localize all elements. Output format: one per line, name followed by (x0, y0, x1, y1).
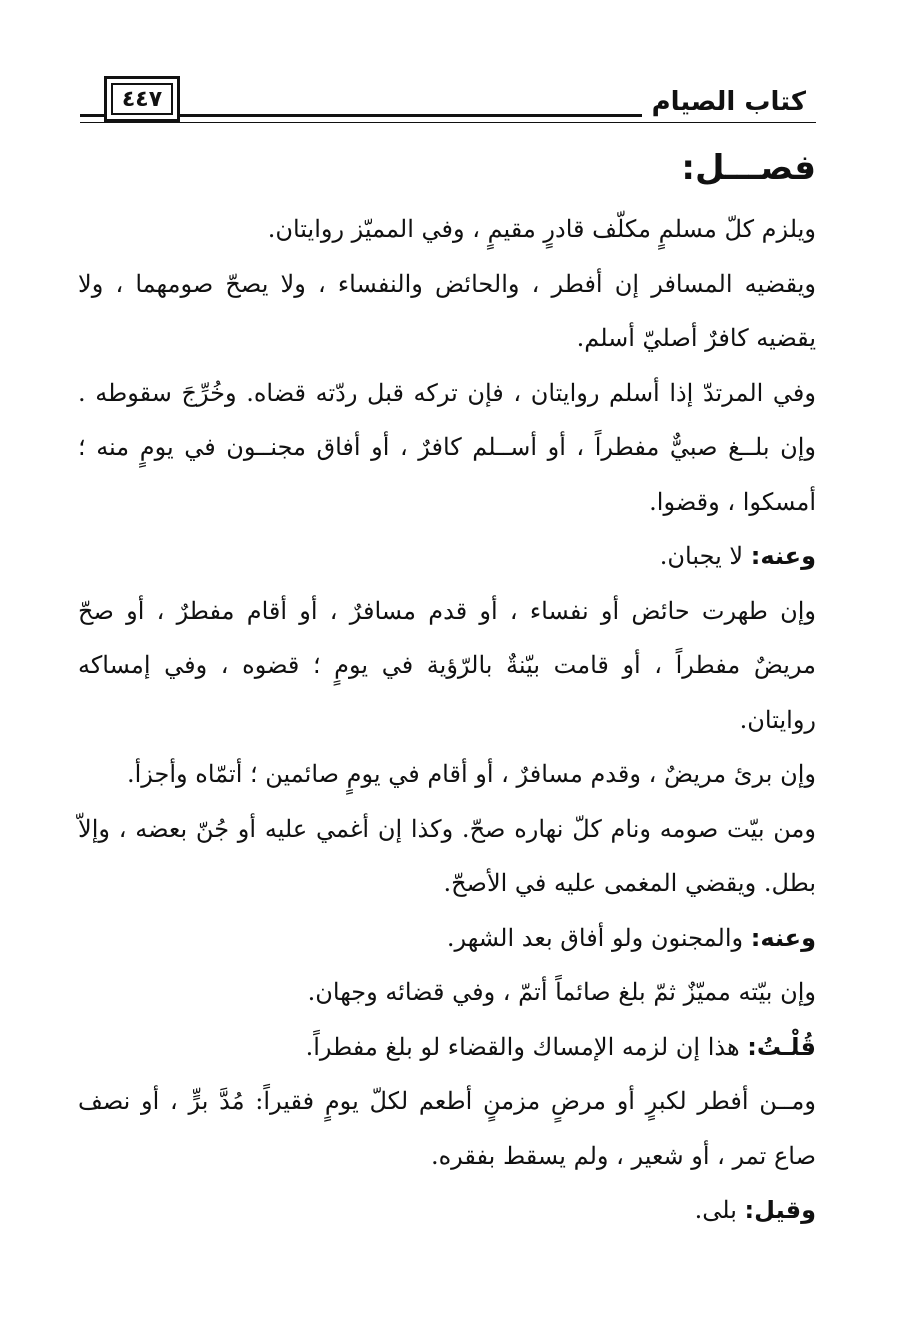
paragraph-text: هذا إن لزمه الإمساك والقضاء لو بلغ مفطراً. (305, 1032, 748, 1061)
running-title: كتاب الصيام (642, 86, 816, 118)
paragraph (78, 584, 816, 748)
paragraph (78, 529, 816, 584)
body-text (78, 138, 816, 1238)
paragraph-lead: وعنه: (750, 542, 816, 570)
page-number: ٤٤٧ (111, 83, 173, 115)
paragraph-text: لا يجبان. (659, 542, 751, 570)
paragraph (78, 747, 816, 802)
section-heading: فصـــل: (681, 148, 816, 188)
paragraph (78, 965, 816, 1020)
paragraph-text: والمجنون ولو أفاق بعد الشهر. (446, 923, 751, 952)
paragraph-text: وإن طهرت حائض أو نفساء ، أو قدم مسافرٌ ، أو أقام مفطرٌ ، أو صحّ مريضٌ مفطراً ، أو قامت بيّنةٌ بالرّؤية في يومٍ ؛ قضوه ، وفي إمساكه روايتان. (78, 596, 816, 734)
paragraph-lead: قُلْـتُ: (747, 1032, 816, 1061)
paragraph (78, 257, 816, 366)
paragraph-text: ومــن أفطر لكبرٍ أو مرضٍ مزمنٍ أطعم لكلّ يومٍ فقيراً: مُدَّ برٍّ ، أو نصف صاع تمر ، أو شعير ، ولم يسقط بفقره. (78, 1087, 816, 1170)
paragraph (78, 366, 816, 530)
paragraph-text: ويقضيه المسافر إن أفطر ، والحائض والنفساء ، ولا يصحّ صومهما ، ولا يقضيه كافرٌ أصليّ أسلم. (78, 269, 816, 352)
paragraph-lead: وقيل: (744, 1196, 816, 1224)
paragraph-text: ومن بيّت صومه ونام كلّ نهاره صحّ. وكذا إن أغمي عليه أو جُنّ بعضه ، وإلاّ بطل. ويقضي المغمى عليه في الأصحّ. (78, 814, 817, 897)
paragraph (78, 1020, 816, 1075)
paragraph (78, 911, 816, 966)
page-number-box (104, 76, 180, 122)
paragraph-text: بلى. (694, 1196, 745, 1224)
paragraph (78, 802, 816, 911)
paragraph (78, 202, 816, 257)
paragraph-text: وإن بيّته مميّزٌ ثمّ بلغ صائماً أتمّ ، وفي قضائه وجهان. (307, 978, 816, 1006)
paragraph (78, 1183, 816, 1238)
paragraph-lead: وعنه: (750, 923, 816, 952)
paragraph-text: ويلزم كلّ مسلمٍ مكلّف قادرٍ مقيمٍ ، وفي المميّز روايتان. (267, 215, 816, 243)
paragraph (78, 1074, 816, 1183)
paragraph-text: وإن برئ مريضٌ ، وقدم مسافرٌ ، أو أقام في يومٍ صائمين ؛ أتمّاه وأجزأ. (127, 760, 816, 788)
header-rule-thin (80, 122, 816, 123)
paragraph-text: وفي المرتدّ إذا أسلم روايتان ، فإن تركه قبل ردّته قضاه. وخُرِّجَ سقوطه . وإن بلــغ صبيٌّ مفطراً ، أو أســلم كافرٌ ، أو أفاق مجنــون في يومٍ منه ؛ أمسكوا ، وقضوا. (78, 378, 816, 516)
